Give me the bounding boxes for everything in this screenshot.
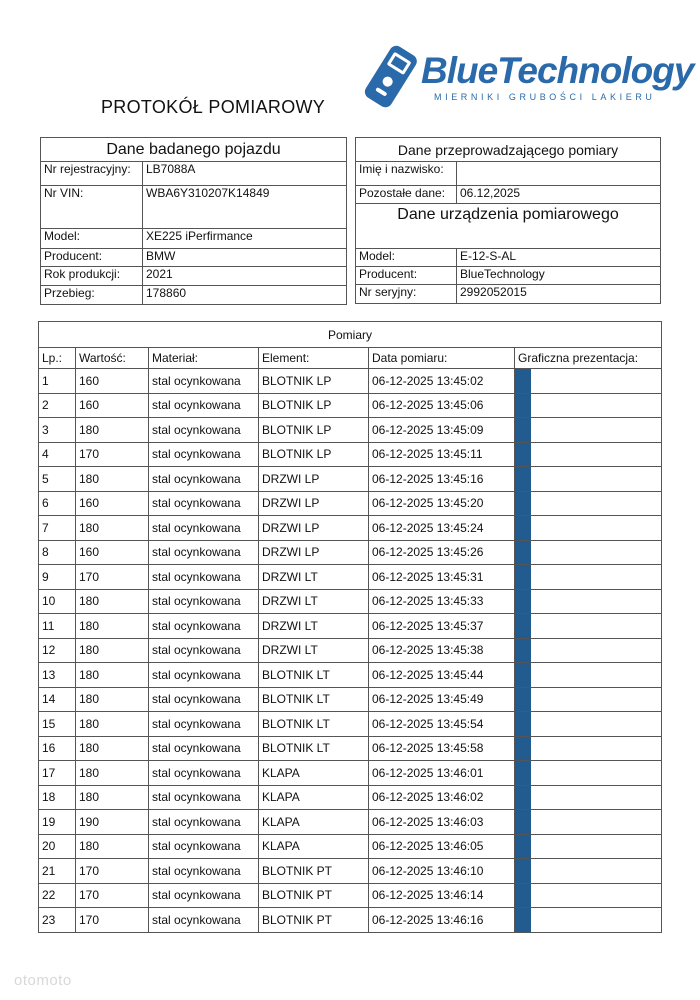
graphic-bar-cell [515,369,662,394]
cell-element: DRZWI LT [259,589,369,614]
cell-element: BLOTNIK LT [259,712,369,737]
vehicle-value: 2021 [143,267,347,286]
table-row [39,614,662,639]
cell-element: BLOTNIK LP [259,418,369,443]
cell-material: stal ocynkowana [149,761,259,786]
device-label: Producent: [356,267,457,285]
cell-date: 06-12-2025 13:45:37 [369,614,515,639]
table-row [39,540,662,565]
graphic-bar [515,442,531,467]
cell-lp: 2 [39,393,76,418]
cell-element: BLOTNIK PT [259,908,369,933]
device-data-heading: Dane urządzenia pomiarowego [356,204,661,249]
vehicle-label: Rok produkcji: [41,267,143,286]
column-header: Lp.: [39,348,76,369]
cell-element: DRZWI LP [259,467,369,492]
cell-value: 180 [76,712,149,737]
cell-lp: 12 [39,638,76,663]
cell-date: 06-12-2025 13:46:02 [369,785,515,810]
cell-date: 06-12-2025 13:45:49 [369,687,515,712]
cell-value: 160 [76,393,149,418]
table-row [39,908,662,933]
table-row [39,810,662,835]
cell-date: 06-12-2025 13:45:44 [369,663,515,688]
graphic-bar-cell [515,834,662,859]
cell-material: stal ocynkowana [149,834,259,859]
graphic-bar [515,834,531,859]
graphic-bar [515,663,531,688]
graphic-bar-cell [515,687,662,712]
graphic-bar [515,785,531,810]
graphic-bar-cell [515,908,662,933]
graphic-bar [515,614,531,639]
cell-material: stal ocynkowana [149,565,259,590]
operator-label: Imię i nazwisko: [356,162,457,186]
cell-value: 160 [76,540,149,565]
cell-lp: 17 [39,761,76,786]
cell-material: stal ocynkowana [149,663,259,688]
cell-date: 06-12-2025 13:45:02 [369,369,515,394]
graphic-bar [515,491,531,516]
cell-element: BLOTNIK LP [259,369,369,394]
cell-material: stal ocynkowana [149,687,259,712]
cell-material: stal ocynkowana [149,614,259,639]
cell-lp: 6 [39,491,76,516]
graphic-bar-cell [515,442,662,467]
graphic-bar-cell [515,810,662,835]
graphic-bar-cell [515,516,662,541]
graphic-bar-cell [515,736,662,761]
device-label: Nr seryjny: [356,285,457,304]
cell-value: 180 [76,834,149,859]
graphic-bar [515,736,531,761]
cell-lp: 5 [39,467,76,492]
cell-element: DRZWI LP [259,516,369,541]
graphic-bar [515,810,531,835]
cell-lp: 7 [39,516,76,541]
device-value: 2992052015 [457,285,661,304]
cell-lp: 23 [39,908,76,933]
cell-material: stal ocynkowana [149,712,259,737]
cell-value: 160 [76,369,149,394]
cell-date: 06-12-2025 13:45:33 [369,589,515,614]
cell-lp: 20 [39,834,76,859]
cell-element: BLOTNIK LT [259,663,369,688]
cell-lp: 14 [39,687,76,712]
cell-lp: 15 [39,712,76,737]
column-header: Materiał: [149,348,259,369]
cell-material: stal ocynkowana [149,540,259,565]
cell-value: 170 [76,883,149,908]
table-row [39,736,662,761]
cell-element: KLAPA [259,761,369,786]
cell-value: 160 [76,491,149,516]
measurements-body [39,369,662,933]
cell-lp: 4 [39,442,76,467]
cell-date: 06-12-2025 13:45:31 [369,565,515,590]
graphic-bar-cell [515,883,662,908]
vehicle-value: 178860 [143,286,347,305]
cell-material: stal ocynkowana [149,491,259,516]
cell-element: DRZWI LT [259,565,369,590]
vehicle-data-table [40,137,347,305]
graphic-bar-cell [515,785,662,810]
table-row [39,761,662,786]
table-row [39,785,662,810]
cell-value: 180 [76,614,149,639]
table-row [39,491,662,516]
cell-value: 180 [76,516,149,541]
cell-element: DRZWI LT [259,614,369,639]
cell-value: 170 [76,442,149,467]
graphic-bar [515,516,531,541]
cell-element: KLAPA [259,785,369,810]
graphic-bar-cell [515,418,662,443]
graphic-bar [515,859,531,884]
graphic-bar [515,589,531,614]
table-row [39,834,662,859]
paint-meter-logo-icon [358,42,422,110]
graphic-bar [515,369,531,394]
cell-material: stal ocynkowana [149,369,259,394]
cell-value: 170 [76,908,149,933]
cell-value: 180 [76,736,149,761]
graphic-bar-cell [515,491,662,516]
cell-value: 180 [76,785,149,810]
cell-date: 06-12-2025 13:46:16 [369,908,515,933]
vehicle-value: BMW [143,249,347,267]
cell-material: stal ocynkowana [149,810,259,835]
cell-lp: 13 [39,663,76,688]
graphic-bar [515,761,531,786]
cell-lp: 22 [39,883,76,908]
cell-date: 06-12-2025 13:46:01 [369,761,515,786]
column-header: Element: [259,348,369,369]
cell-lp: 21 [39,859,76,884]
cell-element: DRZWI LP [259,540,369,565]
table-row [39,442,662,467]
brand-tagline: MIERNIKI GRUBOŚCI LAKIERU [434,92,656,102]
vehicle-value: WBA6Y310207K14849 [143,186,347,229]
cell-date: 06-12-2025 13:45:06 [369,393,515,418]
cell-value: 180 [76,687,149,712]
vehicle-label: Producent: [41,249,143,267]
cell-date: 06-12-2025 13:45:20 [369,491,515,516]
graphic-bar-cell [515,467,662,492]
cell-lp: 3 [39,418,76,443]
cell-date: 06-12-2025 13:45:54 [369,712,515,737]
column-header: Data pomiaru: [369,348,515,369]
table-row [39,565,662,590]
cell-lp: 11 [39,614,76,639]
cell-value: 180 [76,638,149,663]
cell-value: 180 [76,663,149,688]
measurements-heading: Pomiary [39,322,662,348]
vehicle-label: Przebieg: [41,286,143,305]
cell-date: 06-12-2025 13:46:03 [369,810,515,835]
graphic-bar-cell [515,540,662,565]
graphic-bar [515,540,531,565]
cell-value: 170 [76,859,149,884]
table-row [39,883,662,908]
cell-lp: 1 [39,369,76,394]
table-row [39,418,662,443]
cell-material: stal ocynkowana [149,859,259,884]
vehicle-label: Nr rejestracyjny: [41,162,143,186]
cell-value: 180 [76,418,149,443]
cell-value: 170 [76,565,149,590]
graphic-bar [515,565,531,590]
graphic-bar-cell [515,712,662,737]
graphic-bar [515,908,531,933]
cell-material: stal ocynkowana [149,516,259,541]
cell-element: BLOTNIK LP [259,442,369,467]
device-value: BlueTechnology [457,267,661,285]
cell-material: stal ocynkowana [149,908,259,933]
table-row [39,859,662,884]
cell-value: 180 [76,761,149,786]
vehicle-data-heading: Dane badanego pojazdu [41,138,347,162]
graphic-bar-cell [515,761,662,786]
cell-date: 06-12-2025 13:46:05 [369,834,515,859]
vehicle-label: Nr VIN: [41,186,143,229]
graphic-bar [515,467,531,492]
graphic-bar-cell [515,663,662,688]
operator-value: 06.12,2025 [457,186,661,204]
table-row [39,369,662,394]
graphic-bar [515,687,531,712]
measurements-header-row [39,348,662,369]
graphic-bar [515,418,531,443]
cell-date: 06-12-2025 13:45:16 [369,467,515,492]
graphic-bar [515,883,531,908]
measurements-table [38,321,662,933]
cell-element: BLOTNIK PT [259,859,369,884]
cell-lp: 8 [39,540,76,565]
graphic-bar-cell [515,565,662,590]
graphic-bar [515,393,531,418]
table-row [39,393,662,418]
graphic-bar-cell [515,614,662,639]
cell-date: 06-12-2025 13:45:24 [369,516,515,541]
table-row [39,589,662,614]
cell-date: 06-12-2025 13:45:09 [369,418,515,443]
cell-date: 06-12-2025 13:45:58 [369,736,515,761]
operator-device-table [355,137,661,304]
document-title: PROTOKÓŁ POMIAROWY [101,97,326,117]
brand-logo [358,42,694,112]
table-row [39,516,662,541]
cell-element: DRZWI LP [259,491,369,516]
cell-material: stal ocynkowana [149,393,259,418]
cell-material: stal ocynkowana [149,442,259,467]
cell-date: 06-12-2025 13:45:38 [369,638,515,663]
cell-lp: 9 [39,565,76,590]
cell-date: 06-12-2025 13:46:14 [369,883,515,908]
cell-element: DRZWI LT [259,638,369,663]
cell-element: KLAPA [259,810,369,835]
graphic-bar-cell [515,859,662,884]
cell-lp: 18 [39,785,76,810]
device-value: E-12-S-AL [457,249,661,267]
operator-data-heading: Dane przeprowadzającego pomiary [356,138,661,162]
cell-date: 06-12-2025 13:45:26 [369,540,515,565]
device-label: Model: [356,249,457,267]
cell-material: stal ocynkowana [149,785,259,810]
brand-name: BlueTechnology [421,50,694,91]
cell-lp: 10 [39,589,76,614]
cell-element: BLOTNIK LP [259,393,369,418]
cell-material: stal ocynkowana [149,736,259,761]
cell-value: 180 [76,467,149,492]
vehicle-value: XE225 iPerfirmance [143,229,347,249]
cell-material: stal ocynkowana [149,638,259,663]
cell-material: stal ocynkowana [149,589,259,614]
table-row [39,663,662,688]
cell-element: KLAPA [259,834,369,859]
cell-material: stal ocynkowana [149,418,259,443]
cell-material: stal ocynkowana [149,467,259,492]
cell-material: stal ocynkowana [149,883,259,908]
graphic-bar-cell [515,589,662,614]
operator-value [457,162,661,186]
operator-label: Pozostałe dane: [356,186,457,204]
vehicle-value: LB7088A [143,162,347,186]
table-row [39,687,662,712]
graphic-bar-cell [515,638,662,663]
table-row [39,712,662,737]
table-row [39,467,662,492]
cell-element: BLOTNIK PT [259,883,369,908]
column-header: Graficzna prezentacja: [515,348,662,369]
vehicle-label: Model: [41,229,143,249]
cell-element: BLOTNIK LT [259,736,369,761]
cell-value: 190 [76,810,149,835]
graphic-bar [515,712,531,737]
watermark: otomoto [14,972,72,989]
cell-value: 180 [76,589,149,614]
table-row [39,638,662,663]
column-header: Wartość: [76,348,149,369]
cell-element: BLOTNIK LT [259,687,369,712]
cell-lp: 16 [39,736,76,761]
cell-date: 06-12-2025 13:45:11 [369,442,515,467]
cell-date: 06-12-2025 13:46:10 [369,859,515,884]
graphic-bar-cell [515,393,662,418]
cell-lp: 19 [39,810,76,835]
graphic-bar [515,638,531,663]
